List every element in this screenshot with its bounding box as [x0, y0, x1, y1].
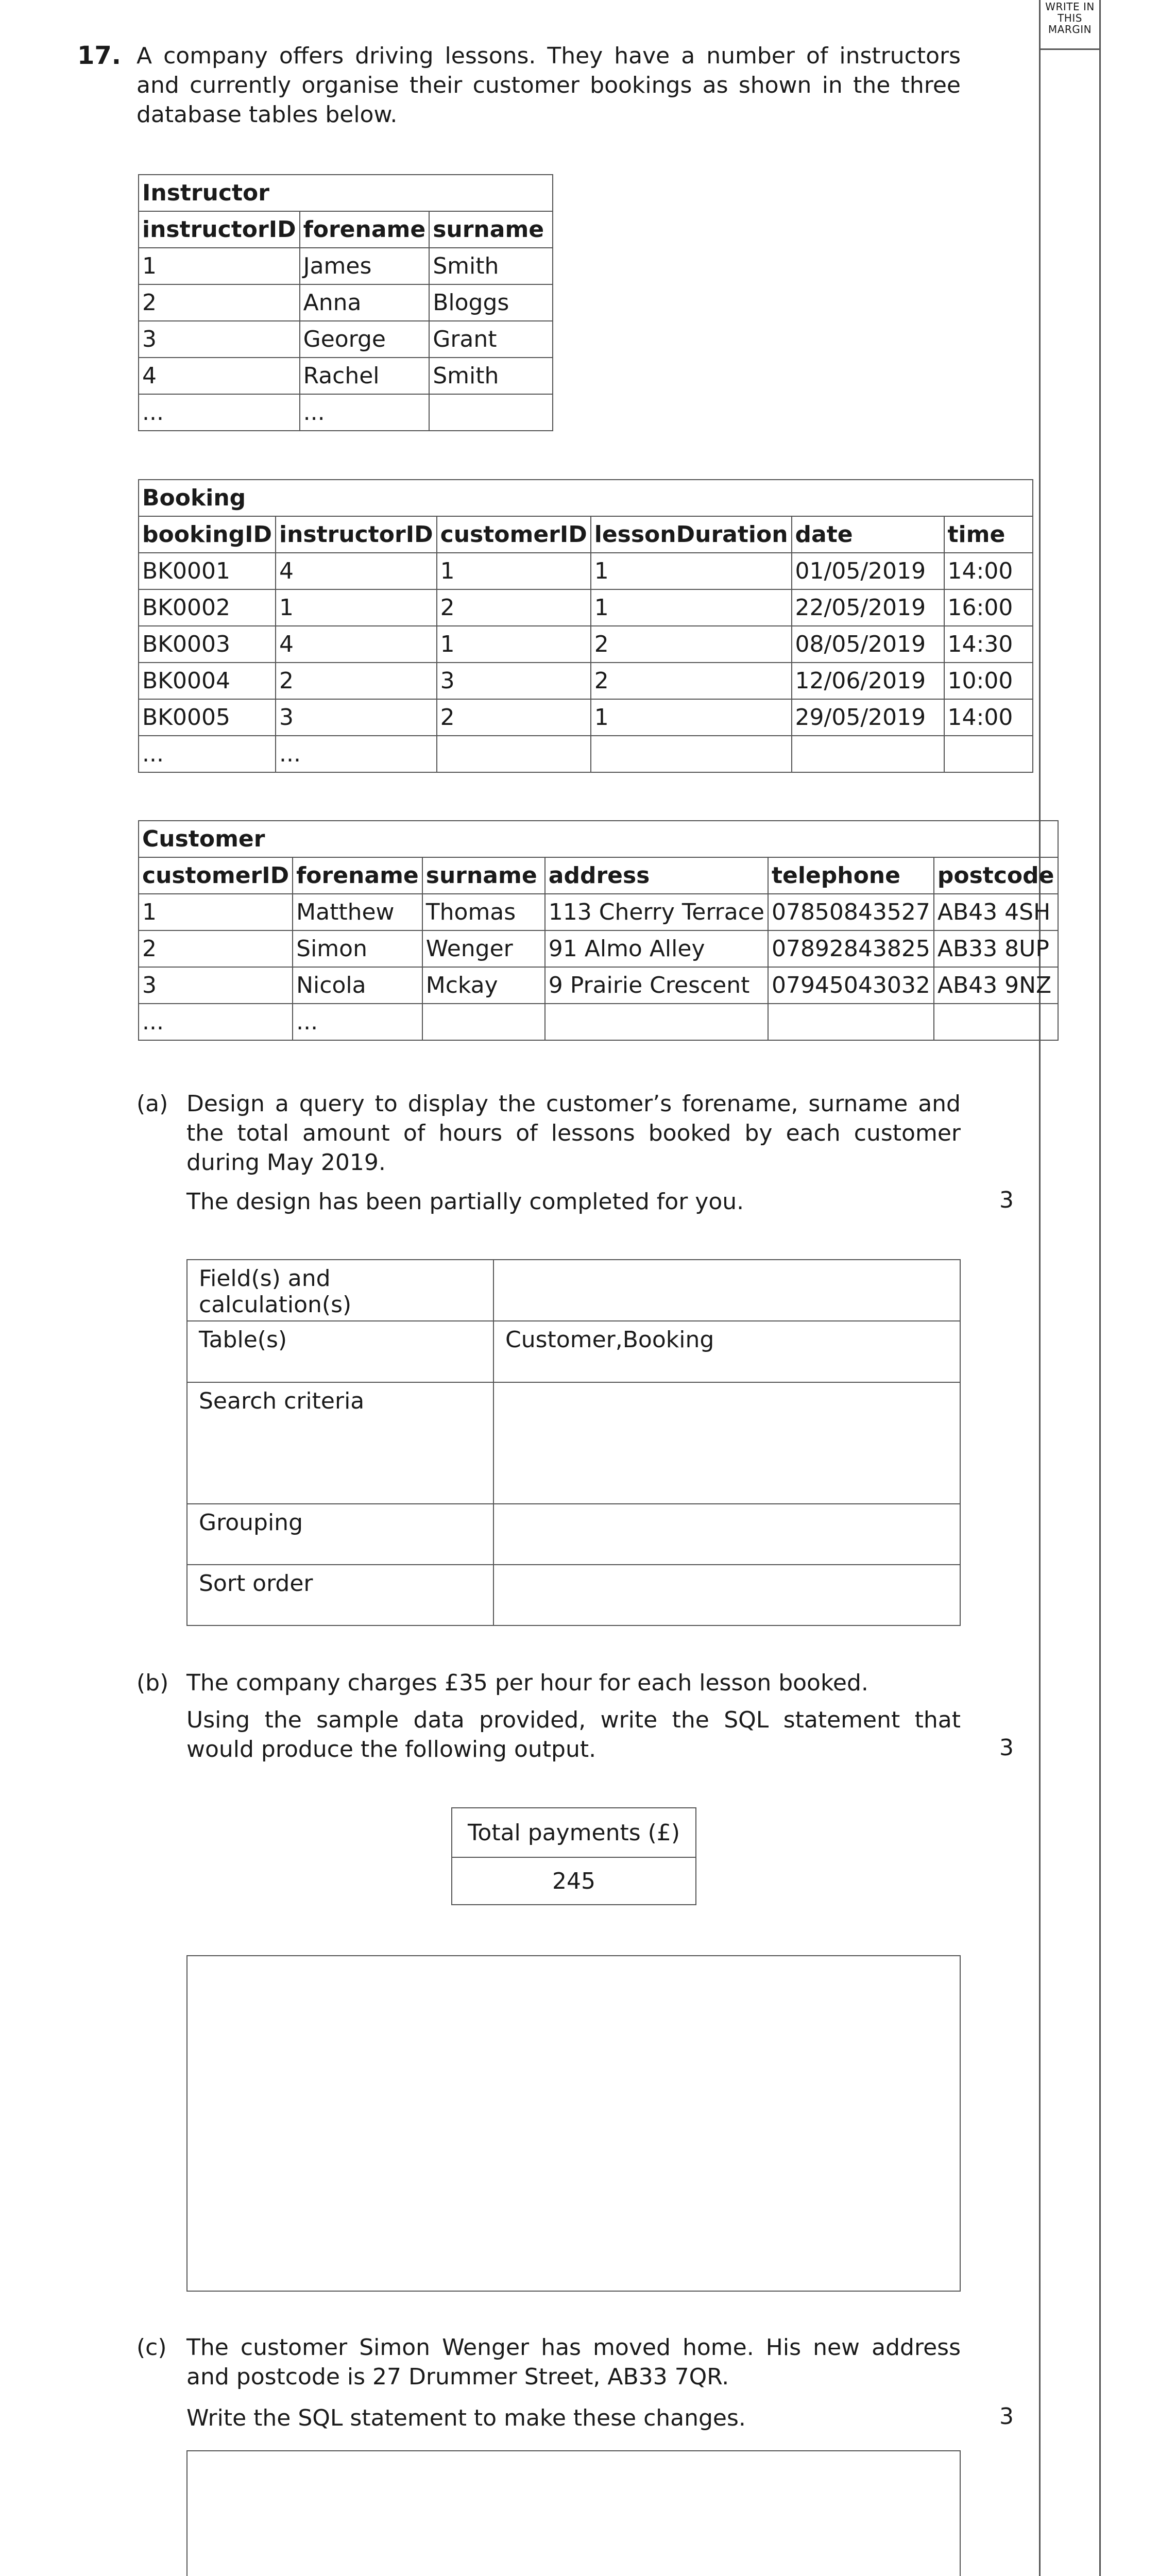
- customer-col-header: forename: [293, 857, 422, 894]
- table-cell: 10:00: [944, 663, 1033, 699]
- part-c-answer-box[interactable]: [186, 2450, 961, 2576]
- part-b-text-1: The company charges £35 per hour for each lesson booked.: [186, 1670, 868, 1696]
- table-cell: Anna: [300, 284, 430, 321]
- table-cell: 1: [591, 699, 792, 736]
- table-cell: 2: [139, 930, 293, 967]
- table-cell: 2: [276, 663, 437, 699]
- table-cell: 113 Cherry Terrace: [545, 894, 768, 930]
- table-cell: Nicola: [293, 967, 422, 1004]
- table-cell: 1: [139, 894, 293, 930]
- sample-output-header: Total payments (£): [452, 1808, 696, 1857]
- table-cell: 1: [591, 553, 792, 589]
- booking-col-header: instructorID: [276, 516, 437, 553]
- customer-col-header: postcode: [934, 857, 1058, 894]
- instructor-table-header-row: [139, 211, 553, 248]
- table-cell: 07892843825: [768, 930, 934, 967]
- table-cell: 4: [276, 553, 437, 589]
- customer-table: [138, 820, 1059, 1041]
- table-cell: 16:00: [944, 589, 1033, 626]
- table-cell: 2: [139, 284, 300, 321]
- booking-table-header-row: [139, 516, 1033, 553]
- instructor-col-header: forename: [300, 211, 430, 248]
- table-cell: 3: [139, 321, 300, 358]
- customer-col-header: surname: [422, 857, 545, 894]
- table-cell: 2: [591, 626, 792, 663]
- table-cell: 1: [437, 553, 591, 589]
- table-cell: 2: [437, 699, 591, 736]
- table-cell: ...: [139, 1004, 293, 1040]
- table-cell: ...: [139, 736, 276, 772]
- margin-rule: [1039, 48, 1101, 50]
- table-cell: AB43 4SH: [934, 894, 1058, 930]
- table-cell: 9 Prairie Crescent: [545, 967, 768, 1004]
- part-c-text-2: Write the SQL statement to make these changes.: [186, 2405, 746, 2431]
- part-b-text-2: Using the sample data provided, write the SQL statement that would produce the following output.: [186, 1707, 961, 1762]
- table-cell: Grant: [429, 321, 553, 358]
- booking-table-row: [139, 626, 1033, 663]
- table-cell: ...: [300, 394, 430, 431]
- table-cell: [944, 736, 1033, 772]
- table-cell: Matthew: [293, 894, 422, 930]
- booking-col-header: time: [944, 516, 1033, 553]
- table-cell: 14:00: [944, 553, 1033, 589]
- table-cell: BK0001: [139, 553, 276, 589]
- table-cell: ...: [276, 736, 437, 772]
- customer-table-caption: Customer: [139, 821, 1058, 857]
- table-cell: Bloggs: [429, 284, 553, 321]
- table-cell: James: [300, 248, 430, 284]
- margin-strip: [1039, 0, 1101, 2576]
- question-number: 17.: [77, 41, 122, 70]
- question-intro: A company offers driving lessons. They have a number of instructors and currently organise their customer bookings as shown in the three database tables below.: [137, 43, 961, 128]
- table-cell: AB33 8UP: [934, 930, 1058, 967]
- table-cell: BK0004: [139, 663, 276, 699]
- part-b-answer-box[interactable]: [186, 1955, 961, 2292]
- booking-table-row: [139, 663, 1033, 699]
- instructor-table-caption: Instructor: [139, 175, 553, 211]
- part-a-design-grid: [186, 1259, 961, 1626]
- table-cell: [545, 1004, 768, 1040]
- booking-table-row: [139, 736, 1033, 772]
- table-cell: 3: [139, 967, 293, 1004]
- grid-a-grouping-answer[interactable]: [493, 1504, 960, 1565]
- table-cell: 3: [437, 663, 591, 699]
- margin-label: [1039, 1, 1101, 35]
- table-cell: ...: [293, 1004, 422, 1040]
- table-cell: [591, 736, 792, 772]
- grid-a-fields-answer[interactable]: [493, 1260, 960, 1321]
- table-cell: AB43 9NZ: [934, 967, 1058, 1004]
- table-cell: [437, 736, 591, 772]
- table-cell: 1: [276, 589, 437, 626]
- margin-label-line3: MARGIN: [1048, 23, 1092, 36]
- table-cell: BK0005: [139, 699, 276, 736]
- part-b-marks: 3: [999, 1735, 1014, 1761]
- table-cell: Rachel: [300, 358, 430, 394]
- customer-col-header: address: [545, 857, 768, 894]
- table-cell: [934, 1004, 1058, 1040]
- sample-output-value: 245: [452, 1857, 696, 1905]
- table-cell: 2: [591, 663, 792, 699]
- table-cell: 14:00: [944, 699, 1033, 736]
- table-cell: 12/06/2019: [792, 663, 944, 699]
- table-cell: 1: [591, 589, 792, 626]
- table-cell: 2: [437, 589, 591, 626]
- table-cell: 07945043032: [768, 967, 934, 1004]
- grid-a-fields-label: Field(s) and calculation(s): [187, 1260, 493, 1321]
- instructor-table-row: [139, 358, 553, 394]
- grid-a-tables-label: Table(s): [187, 1321, 493, 1382]
- grid-a-grouping-label: Grouping: [187, 1504, 493, 1565]
- customer-table-row: [139, 967, 1058, 1004]
- table-cell: Smith: [429, 248, 553, 284]
- booking-col-header: lessonDuration: [591, 516, 792, 553]
- table-cell: 07850843527: [768, 894, 934, 930]
- part-c-label: (c): [137, 2334, 167, 2361]
- customer-table-row: [139, 930, 1058, 967]
- table-cell: [792, 736, 944, 772]
- table-cell: 1: [437, 626, 591, 663]
- table-cell: 3: [276, 699, 437, 736]
- part-b-label: (b): [137, 1670, 169, 1696]
- table-cell: Wenger: [422, 930, 545, 967]
- grid-a-sort-label: Sort order: [187, 1565, 493, 1625]
- instructor-table-row: [139, 321, 553, 358]
- table-cell: Thomas: [422, 894, 545, 930]
- booking-table: [138, 479, 1033, 773]
- table-cell: ...: [139, 394, 300, 431]
- booking-table-row: [139, 553, 1033, 589]
- part-a-label: (a): [137, 1091, 168, 1117]
- table-cell: Simon: [293, 930, 422, 967]
- table-cell: 1: [139, 248, 300, 284]
- table-cell: 91 Almo Alley: [545, 930, 768, 967]
- instructor-table-row: [139, 248, 553, 284]
- table-cell: 14:30: [944, 626, 1033, 663]
- customer-col-header: telephone: [768, 857, 934, 894]
- booking-col-header: date: [792, 516, 944, 553]
- booking-col-header: bookingID: [139, 516, 276, 553]
- table-cell: 4: [276, 626, 437, 663]
- table-cell: 22/05/2019: [792, 589, 944, 626]
- instructor-table-row: [139, 394, 553, 431]
- customer-col-header: customerID: [139, 857, 293, 894]
- booking-col-header: customerID: [437, 516, 591, 553]
- instructor-table: [138, 174, 553, 431]
- grid-a-criteria-label: Search criteria: [187, 1382, 493, 1504]
- grid-a-sort-answer[interactable]: [493, 1565, 960, 1625]
- part-a-text: Design a query to display the customer’s forename, surname and the total amount of hours of lessons booked by each customer during May 2019.: [186, 1091, 961, 1176]
- part-c-marks: 3: [999, 2403, 1014, 2430]
- table-cell: 4: [139, 358, 300, 394]
- instructor-col-header: surname: [429, 211, 553, 248]
- table-cell: BK0002: [139, 589, 276, 626]
- part-c-text-1: The customer Simon Wenger has moved home. His new address and postcode is 27 Drummer Street, AB33 7QR.: [186, 2334, 961, 2390]
- margin-label-line1: WRITE IN: [1045, 1, 1095, 13]
- part-a-marks: 3: [999, 1187, 1014, 1213]
- grid-a-tables-answer[interactable]: Customer,Booking: [493, 1321, 960, 1382]
- booking-table-caption: Booking: [139, 480, 1033, 516]
- table-cell: Mckay: [422, 967, 545, 1004]
- instructor-col-header: instructorID: [139, 211, 300, 248]
- table-cell: [422, 1004, 545, 1040]
- booking-table-row: [139, 589, 1033, 626]
- table-cell: 29/05/2019: [792, 699, 944, 736]
- table-cell: Smith: [429, 358, 553, 394]
- margin-label-line2: THIS: [1058, 12, 1082, 24]
- table-cell: George: [300, 321, 430, 358]
- table-cell: [768, 1004, 934, 1040]
- table-cell: [429, 394, 553, 431]
- part-a-note: The design has been partially completed for you.: [186, 1189, 744, 1215]
- instructor-table-row: [139, 284, 553, 321]
- booking-table-row: [139, 699, 1033, 736]
- table-cell: 01/05/2019: [792, 553, 944, 589]
- table-cell: 08/05/2019: [792, 626, 944, 663]
- customer-table-row: [139, 894, 1058, 930]
- table-cell: BK0003: [139, 626, 276, 663]
- grid-a-criteria-answer[interactable]: [493, 1382, 960, 1504]
- customer-table-row: [139, 1004, 1058, 1040]
- sample-output-table: [451, 1807, 696, 1905]
- customer-table-header-row: [139, 857, 1058, 894]
